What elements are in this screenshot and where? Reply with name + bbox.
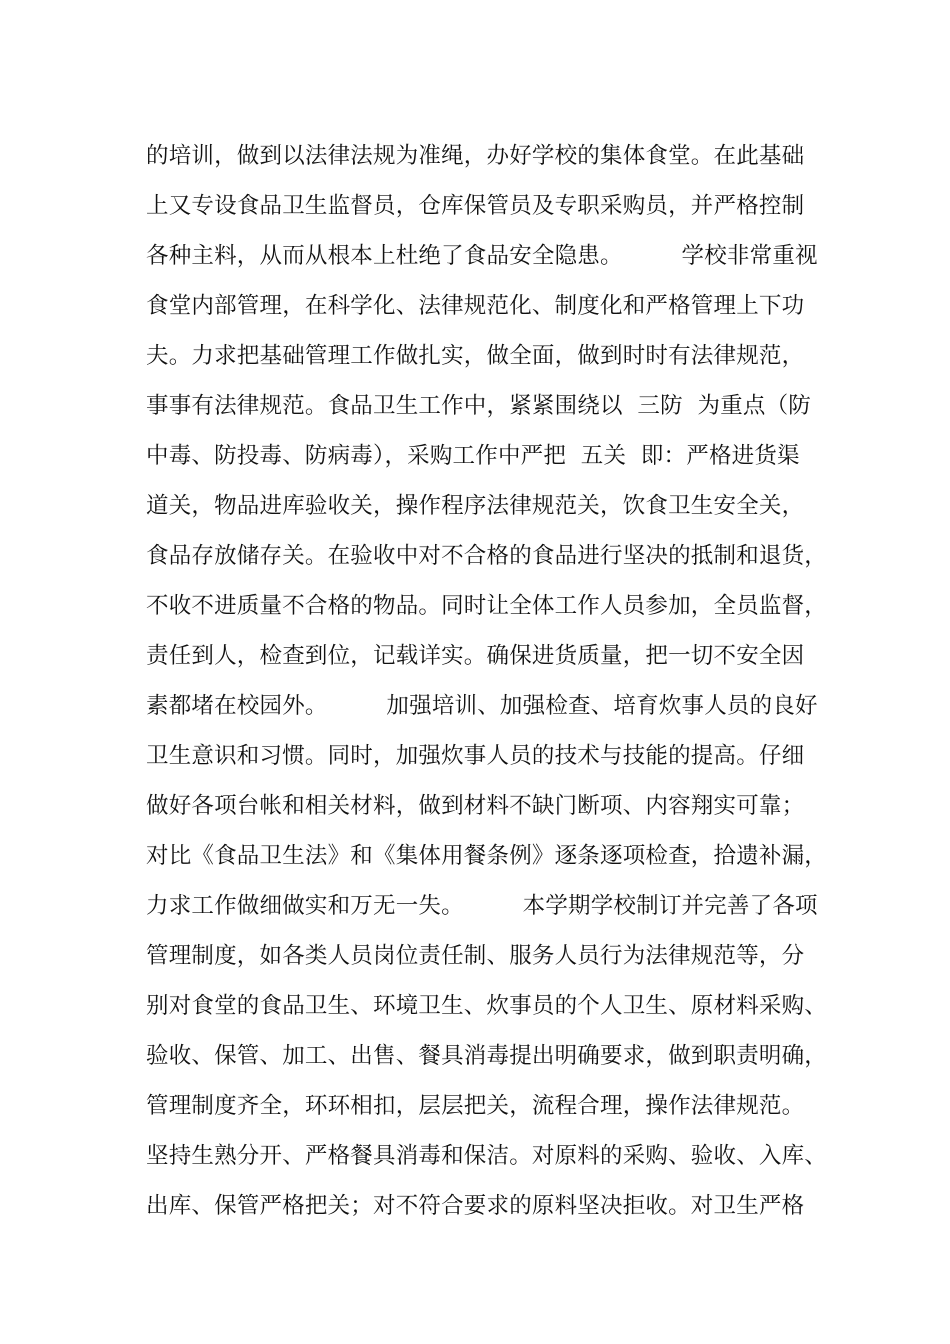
- text-line: 的培训，做到以法律法规为准绳，办好学校的集体食堂。在此基础: [146, 143, 805, 169]
- text-line: 夫。力求把基础管理工作做扎实，做全面，做到时时有法律规范，: [146, 343, 805, 369]
- text-line: 管理制度，如各类人员岗位责任制、服务人员行为法律规范等，分: [146, 943, 805, 969]
- text-line: 中毒、防投毒、防病毒），采购工作中严把 五关 即：严格进货渠: [146, 443, 800, 469]
- text-line: 卫生意识和习惯。同时，加强炊事人员的技术与技能的提高。仔细: [146, 743, 805, 769]
- text-line: 素都堵在校园外。 加强培训、加强检查、培育炊事人员的良好: [146, 693, 818, 719]
- text-line: 不收不进质量不合格的物品。同时让全体工作人员参加，全员监督，: [146, 593, 828, 619]
- text-line: 力求工作做细做实和万无一失。 本学期学校制订并完善了各项: [146, 893, 818, 919]
- text-line: 食品存放储存关。在验收中对不合格的食品进行坚决的抵制和退货，: [146, 543, 828, 569]
- text-line: 道关，物品进库验收关，操作程序法律规范关，饮食卫生安全关，: [146, 493, 805, 519]
- text-line: 责任到人，检查到位，记载详实。确保进货质量，把一切不安全因: [146, 643, 805, 669]
- text-line: 食堂内部管理，在科学化、法律规范化、制度化和严格管理上下功: [146, 293, 805, 319]
- body-text: [146, 131, 846, 1231]
- text-line: 上又专设食品卫生监督员，仓库保管员及专职采购员，并严格控制: [146, 193, 805, 219]
- text-line: 做好各项台帐和相关材料，做到材料不缺门断项、内容翔实可靠；: [146, 793, 805, 819]
- text-line: 事事有法律规范。食品卫生工作中，紧紧围绕以 三防 为重点（防: [146, 393, 812, 419]
- text-line: 管理制度齐全，环环相扣，层层把关，流程合理，操作法律规范。: [146, 1093, 805, 1119]
- text-line: 坚持生熟分开、严格餐具消毒和保洁。对原料的采购、验收、入库、: [146, 1143, 828, 1169]
- text-line: 验收、保管、加工、出售、餐具消毒提出明确要求，做到职责明确，: [146, 1043, 828, 1069]
- text-line: 各种主料，从而从根本上杜绝了食品安全隐患。 学校非常重视: [146, 243, 818, 269]
- text-line: 别对食堂的食品卫生、环境卫生、炊事员的个人卫生、原材料采购、: [146, 993, 828, 1019]
- text-line: 出库、保管严格把关；对不符合要求的原料坚决拒收。对卫生严格: [146, 1193, 805, 1219]
- text-line: 对比《食品卫生法》和《集体用餐条例》逐条逐项检查，拾遗补漏，: [146, 843, 828, 869]
